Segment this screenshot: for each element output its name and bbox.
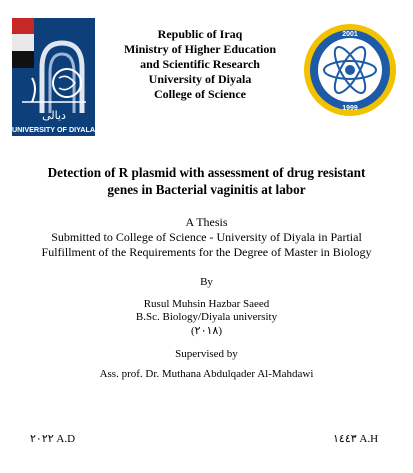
- diyala-logo-arabic: ديالى: [42, 109, 66, 122]
- supervised-by-label: Supervised by: [175, 348, 238, 360]
- institution-header: [100, 27, 300, 102]
- seal-year-bottom: 1999: [342, 105, 358, 112]
- header-line-college: College of Science: [154, 87, 246, 101]
- diyala-logo-graphic: [12, 18, 95, 136]
- university-of-diyala-logo: [12, 18, 95, 136]
- thesis-label: A Thesis: [185, 215, 228, 229]
- author-name: Rusul Muhsin Hazbar Saeed: [143, 297, 270, 310]
- title-line-1: Detection of R plasmid with assessment of drug resistant: [47, 165, 366, 180]
- supervisor-name: Ass. prof. Dr. Muthana Abdulqader Al-Mahdawi: [99, 368, 314, 380]
- header-line-country: Republic of Iraq: [157, 27, 243, 41]
- header-line-research: and Scientific Research: [140, 57, 260, 71]
- author-block: [20, 276, 393, 338]
- header-line-university: University of Diyala: [148, 72, 252, 86]
- author-degree-year: (٢٠١٨): [191, 324, 222, 337]
- by-label: By: [200, 276, 213, 288]
- date-gregorian: ٢٠٢٢ A.D: [30, 433, 76, 445]
- seal-year-top: 2001: [342, 31, 358, 38]
- science-seal-graphic: [303, 16, 397, 124]
- submission-statement: [20, 215, 393, 260]
- header-line-ministry: Ministry of Higher Education: [123, 42, 277, 56]
- submission-line-1: Submitted to College of Science - University of Diyala in Partial: [51, 230, 362, 244]
- thesis-title: [20, 164, 393, 198]
- college-of-science-seal: [303, 16, 397, 124]
- supervisor-block: [20, 347, 393, 381]
- date-hijri: ١٤٤٣ A.H: [333, 433, 379, 445]
- submission-line-2: Fulfillment of the Requirements for the Degree of Master in Biology: [41, 245, 372, 259]
- diyala-logo-caption: UNIVERSITY OF DIYALA: [12, 125, 95, 134]
- title-line-2: genes in Bacterial vaginitis at labor: [107, 182, 306, 197]
- author-degree: B.Sc. Biology/Diyala university: [135, 311, 278, 323]
